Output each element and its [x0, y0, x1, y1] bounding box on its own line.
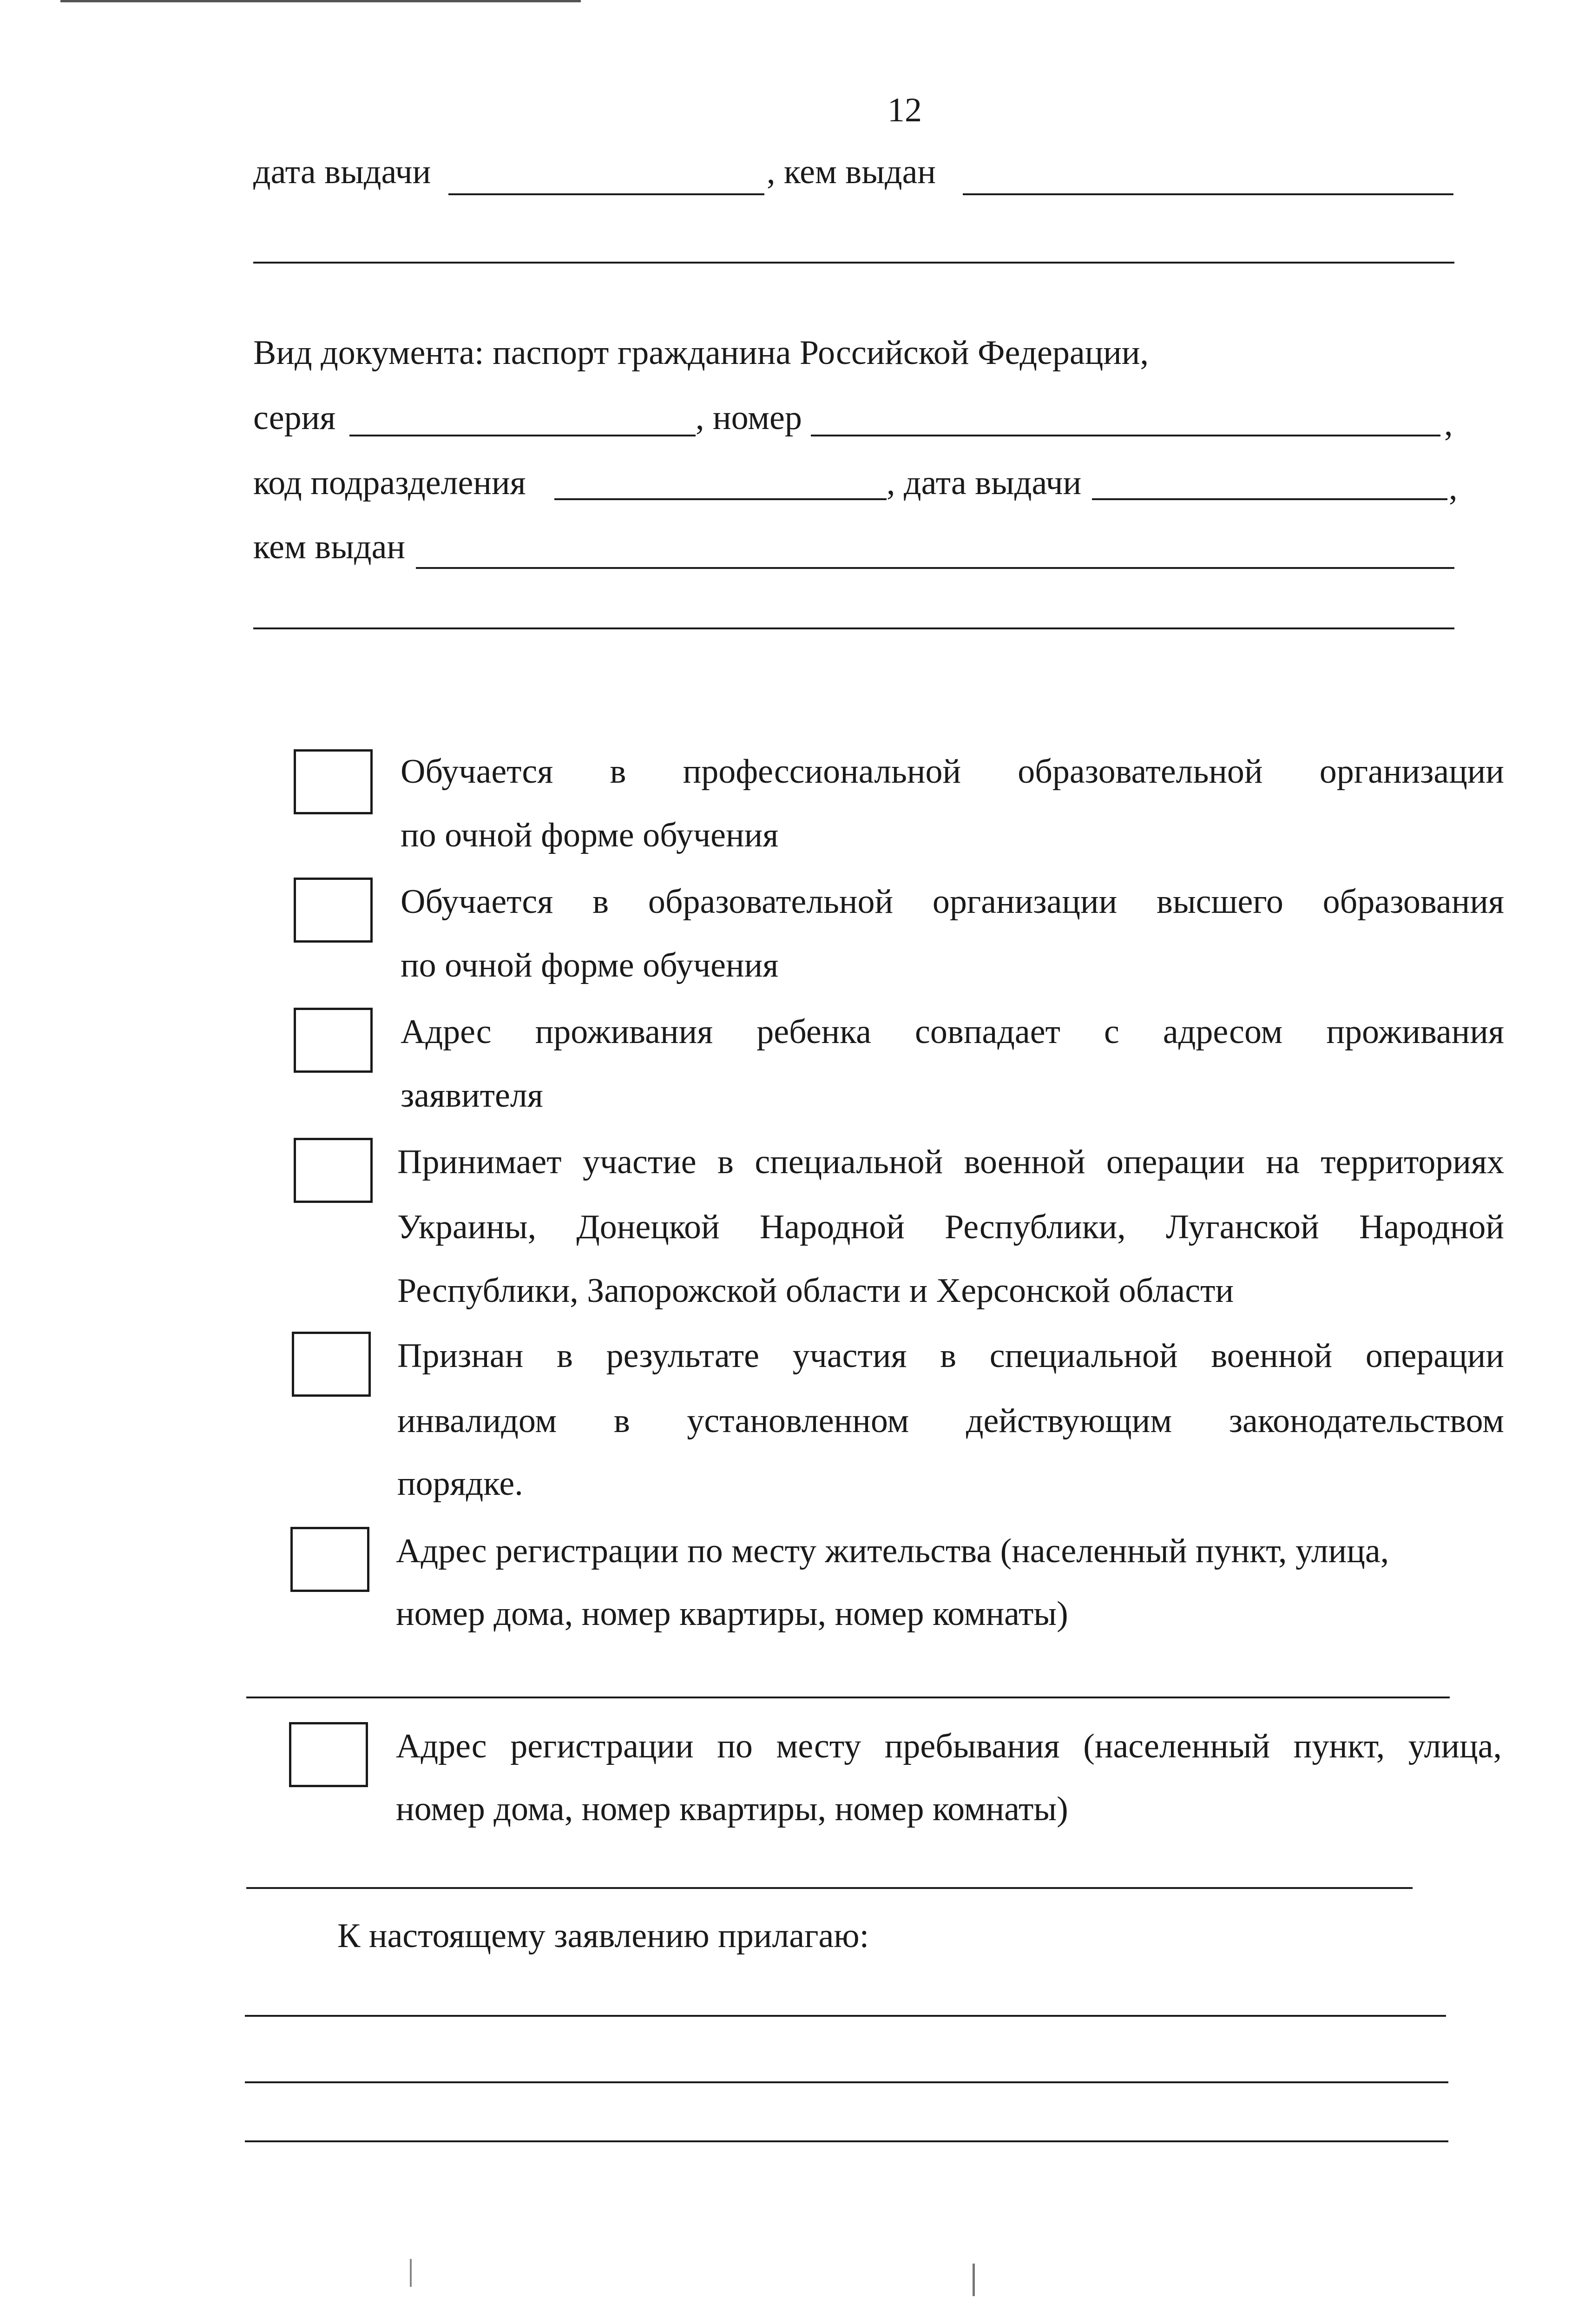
issued-by-line-2 [253, 262, 1454, 264]
checkbox-svo-disability[interactable] [292, 1332, 371, 1397]
checkbox-label-cont: порядке. [397, 1465, 523, 1503]
checkbox-label: Обучается в профессиональной образовательной организации [401, 753, 1504, 791]
passport-issued-by-line-2 [253, 627, 1454, 629]
checkbox-label: Обучается в образовательной организации высшего образования [401, 883, 1504, 921]
issued-by-line [963, 193, 1453, 195]
scan-mark [973, 2264, 975, 2296]
residence-address-line [246, 1697, 1450, 1698]
checkbox-label-cont: по очной форме обучения [401, 816, 779, 854]
checkbox-label-cont: по очной форме обучения [401, 946, 779, 984]
checkbox-label: Адрес регистрации по месту жительства (населенный пункт, улица, [396, 1532, 1389, 1570]
checkbox-label: Признан в результате участия в специальной военной операции [397, 1337, 1504, 1375]
passport-issued-by-line [416, 567, 1454, 569]
scan-top-line [60, 0, 581, 2]
checkbox-label-cont: номер дома, номер квартиры, номер комнаты) [396, 1790, 1068, 1828]
checkbox-label-cont: номер дома, номер квартиры, номер комнаты) [396, 1595, 1068, 1633]
page-number: 12 [888, 91, 922, 129]
attachment-line-3 [245, 2140, 1448, 2142]
issued-by-label: , кем выдан [767, 153, 936, 191]
checkbox-label: Адрес регистрации по месту пребывания (населенный пункт, улица, [396, 1727, 1502, 1765]
attachment-line-1 [245, 2015, 1446, 2017]
checkbox-higher-education[interactable] [294, 878, 373, 943]
issue-date-line [448, 193, 764, 195]
checkbox-same-address[interactable] [294, 1008, 373, 1073]
checkbox-label-cont: заявителя [401, 1076, 543, 1115]
passport-issue-date-line [1092, 498, 1447, 500]
checkbox-label-cont: Украины, Донецкой Народной Республики, Луганской Народной [397, 1208, 1504, 1246]
comma: , [1449, 469, 1458, 507]
checkbox-svo-participation[interactable] [294, 1138, 373, 1203]
number-line [811, 435, 1440, 436]
series-label: серия [253, 399, 336, 437]
attachments-label: К настоящему заявлению прилагаю: [337, 1917, 869, 1955]
checkbox-label-cont: Республики, Запорожской области и Херсонской области [397, 1272, 1234, 1310]
checkbox-label: Принимает участие в специальной военной операции на территориях [397, 1143, 1504, 1181]
attachment-line-2 [245, 2081, 1448, 2083]
comma: , [1444, 405, 1453, 443]
passport-issue-date-label: , дата выдачи [887, 464, 1082, 502]
checkbox-label: Адрес проживания ребенка совпадает с адресом проживания [401, 1013, 1504, 1051]
checkbox-label-cont: инвалидом в установленном действующим законодательством [397, 1402, 1504, 1440]
checkbox-professional-education[interactable] [294, 749, 373, 814]
issue-date-label: дата выдачи [253, 153, 431, 191]
scan-mark [410, 2259, 412, 2287]
doc-type-line: Вид документа: паспорт гражданина Российской Федерации, [253, 334, 1149, 372]
subdivision-line [554, 498, 887, 500]
series-line [349, 435, 696, 436]
number-label: , номер [696, 399, 802, 437]
checkbox-stay-registration[interactable] [289, 1722, 368, 1787]
passport-issued-by-label: кем выдан [253, 528, 406, 566]
stay-address-line [246, 1887, 1413, 1889]
checkbox-residence-registration[interactable] [290, 1527, 369, 1592]
subdivision-label: код подразделения [253, 464, 526, 502]
